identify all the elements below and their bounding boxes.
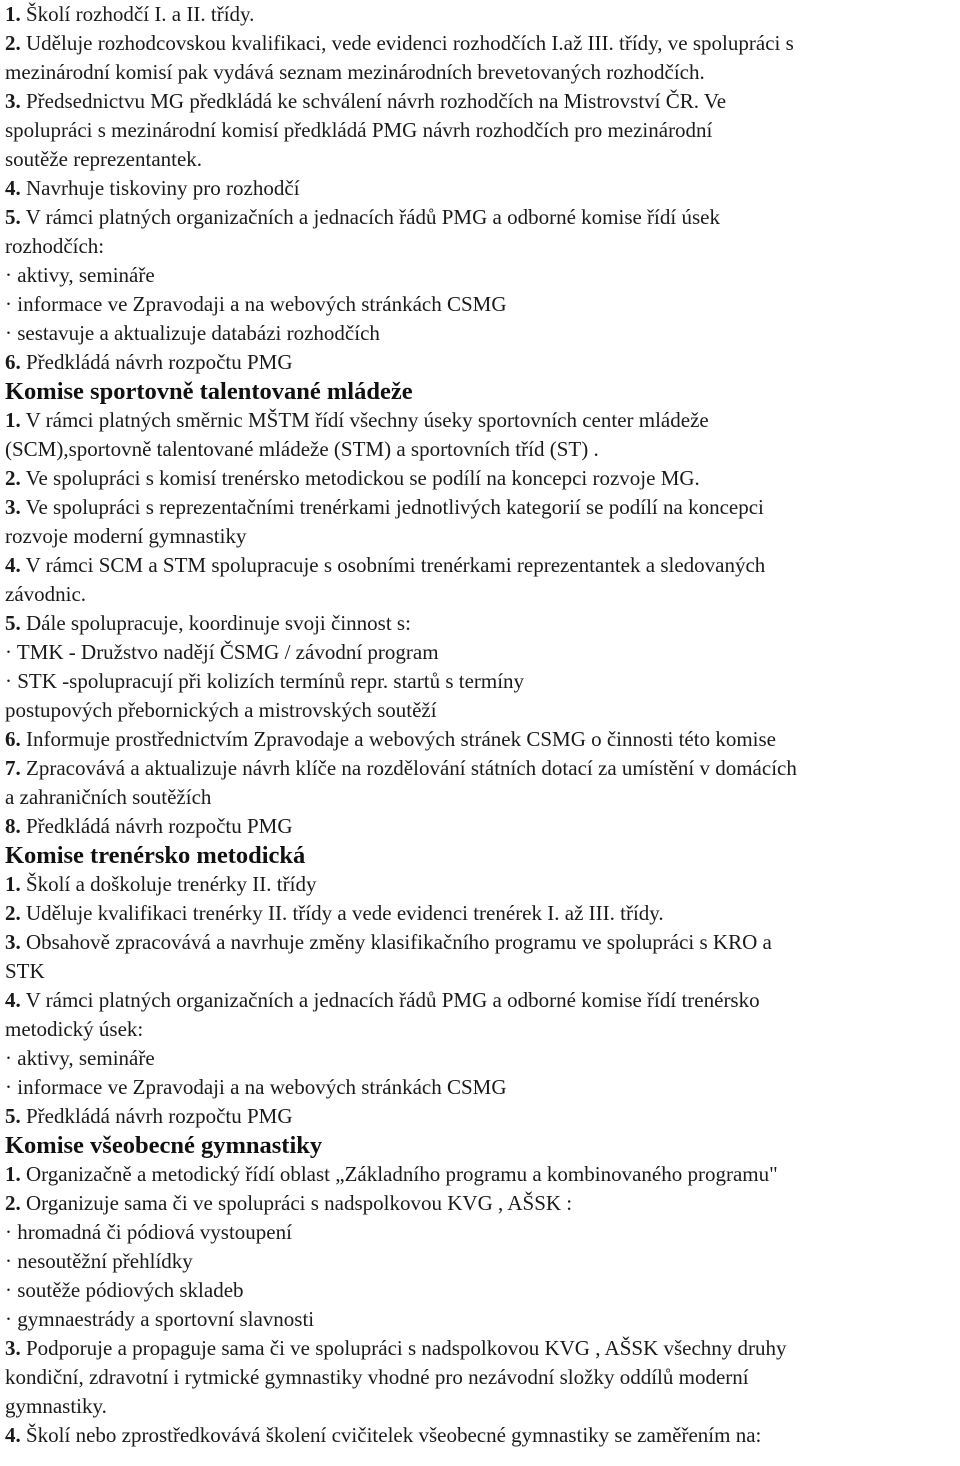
text-line [5, 1363, 960, 1392]
item-number: 3. [5, 89, 21, 113]
item-number: 2. [5, 901, 21, 925]
text-line [5, 319, 960, 348]
item-text: · informace ve Zpravodaji a na webových stránkách CSMG [5, 292, 507, 316]
item-text: rozhodčích: [5, 234, 105, 258]
text-line [5, 1102, 960, 1131]
text-line [5, 551, 960, 580]
item-number: 4. [5, 553, 21, 577]
text-line [5, 145, 960, 174]
item-text: Předsednictvu MG předkládá ke schválení návrh rozhodčích na Mistrovství ČR. Ve [20, 89, 727, 113]
item-number: 1. [5, 2, 21, 26]
item-number: 6. [5, 350, 21, 374]
item-number: 1. [5, 408, 21, 432]
text-line [5, 870, 960, 899]
item-text: postupových přebornických a mistrovských soutěží [5, 698, 437, 722]
item-text: Předkládá návrh rozpočtu PMG [20, 350, 293, 374]
text-line [5, 290, 960, 319]
item-number: 4. [5, 988, 21, 1012]
text-line [5, 174, 960, 203]
text-line [5, 1044, 960, 1073]
text-line [5, 1334, 960, 1363]
item-text: gymnastiky. [5, 1394, 107, 1418]
text-line [5, 1218, 960, 1247]
item-number: 1. [5, 872, 21, 896]
text-line [5, 696, 960, 725]
item-text: Navrhuje tiskoviny pro rozhodčí [20, 176, 300, 200]
item-number: 4. [5, 1423, 21, 1447]
item-text: V rámci platných organizačních a jednacích řádů PMG a odborné komise řídí trenérsko [20, 988, 760, 1012]
text-line [5, 783, 960, 812]
text-line [5, 261, 960, 290]
text-line [5, 116, 960, 145]
text-line [5, 1189, 960, 1218]
text-line [5, 580, 960, 609]
item-text: kondiční, zdravotní i rytmické gymnastiky vhodné pro nezávodní složky oddílů moderní [5, 1365, 749, 1389]
text-line [5, 87, 960, 116]
item-text: Školí nebo zprostředkovává školení cvičitelek všeobecné gymnastiky se zaměřením na: [20, 1423, 762, 1447]
item-number: 4. [5, 176, 21, 200]
item-text: Ve spolupráci s komisí trenérsko metodickou se podílí na koncepci rozvoje MG. [20, 466, 700, 490]
item-number: 1. [5, 1162, 21, 1186]
item-text: a zahraničních soutěžích [5, 785, 212, 809]
item-text: Uděluje rozhodcovskou kvalifikaci, vede evidenci rozhodčích I.až III. třídy, ve spolupráci s [20, 31, 794, 55]
text-line [5, 638, 960, 667]
item-number: 2. [5, 466, 21, 490]
text-line [5, 899, 960, 928]
item-text: · aktivy, semináře [5, 263, 155, 287]
item-text: rozvoje moderní gymnastiky [5, 524, 247, 548]
text-line [5, 29, 960, 58]
item-number: 8. [5, 814, 21, 838]
section-heading: Komise trenérsko metodická [5, 842, 306, 869]
item-text: · gymnaestrády a sportovní slavnosti [5, 1307, 315, 1331]
text-line [5, 203, 960, 232]
item-text: (SCM),sportovně talentované mládeže (STM) a sportovních tříd (ST) . [5, 437, 599, 461]
text-line [5, 406, 960, 435]
item-text: · TMK - Družstvo nadějí ČSMG / závodní program [5, 640, 439, 664]
item-text: Dále spolupracuje, koordinuje svoji činnost s: [20, 611, 411, 635]
item-number: 3. [5, 1336, 21, 1360]
item-text: STK [5, 959, 45, 983]
text-line [5, 348, 960, 377]
item-number: 5. [5, 611, 21, 635]
item-text: · soutěže pódiových skladeb [5, 1278, 244, 1302]
text-line [5, 1073, 960, 1102]
item-text: V rámci platných směrnic MŠTM řídí všechny úseky sportovních center mládeže [20, 408, 709, 432]
item-text: · aktivy, semináře [5, 1046, 155, 1070]
text-line [5, 667, 960, 696]
item-text: Ve spolupráci s reprezentačními trenérkami jednotlivých kategorií se podílí na koncepci [20, 495, 764, 519]
item-text: metodický úsek: [5, 1017, 144, 1041]
item-text: Organizačně a metodický řídí oblast „Základního programu a kombinovaného programu" [20, 1162, 778, 1186]
item-text: Organizuje sama či ve spolupráci s nadspolkovou KVG , AŠSK : [20, 1191, 573, 1215]
text-line [5, 812, 960, 841]
text-line [5, 928, 960, 957]
item-number: 3. [5, 930, 21, 954]
item-number: 6. [5, 727, 21, 751]
item-number: 3. [5, 495, 21, 519]
item-number: 5. [5, 205, 21, 229]
item-text: Zpracovává a aktualizuje návrh klíče na rozdělování státních dotací za umístění v domácích [20, 756, 797, 780]
item-text: V rámci platných organizačních a jednacích řádů PMG a odborné komise řídí úsek [20, 205, 720, 229]
text-line [5, 435, 960, 464]
item-text: Podporuje a propaguje sama či ve spolupráci s nadspolkovou KVG , AŠSK všechny druhy [20, 1336, 787, 1360]
item-text: Školí rozhodčí I. a II. třídy. [20, 2, 255, 26]
item-text: Obsahově zpracovává a navrhuje změny klasifikačního programu ve spolupráci s KRO a [20, 930, 772, 954]
text-line [5, 58, 960, 87]
text-line [5, 232, 960, 261]
text-line [5, 493, 960, 522]
item-text: · nesoutěžní přehlídky [5, 1249, 193, 1273]
item-number: 2. [5, 31, 21, 55]
text-line [5, 1421, 960, 1450]
text-line [5, 609, 960, 638]
item-text: · sestavuje a aktualizuje databázi rozhodčích [5, 321, 380, 345]
item-text: Informuje prostřednictvím Zpravodaje a webových stránek CSMG o činnosti této komise [20, 727, 777, 751]
text-line [5, 1305, 960, 1334]
text-line [5, 725, 960, 754]
text-line [5, 754, 960, 783]
item-text: · informace ve Zpravodaji a na webových stránkách CSMG [5, 1075, 507, 1099]
item-text: soutěže reprezentantek. [5, 147, 203, 171]
item-text: závodnic. [5, 582, 87, 606]
text-line [5, 1392, 960, 1421]
item-text: V rámci SCM a STM spolupracuje s osobními trenérkami reprezentantek a sledovaných [20, 553, 766, 577]
item-text: mezinárodní komisí pak vydává seznam mezinárodních brevetovaných rozhodčích. [5, 60, 705, 84]
item-number: 5. [5, 1104, 21, 1128]
text-line [5, 1160, 960, 1189]
text-line [5, 464, 960, 493]
item-text: · STK -spolupracují při kolizích termínů repr. startů s termíny [5, 669, 525, 693]
section-heading: Komise všeobecné gymnastiky [5, 1132, 323, 1159]
text-line [5, 957, 960, 986]
text-line [5, 0, 960, 29]
item-text: spolupráci s mezinárodní komisí předkládá PMG návrh rozhodčích pro mezinárodní [5, 118, 713, 142]
item-text: Uděluje kvalifikaci trenérky II. třídy a vede evidenci trenérek I. až III. třídy. [20, 901, 664, 925]
item-number: 2. [5, 1191, 21, 1215]
item-text: Předkládá návrh rozpočtu PMG [20, 814, 293, 838]
item-text: Předkládá návrh rozpočtu PMG [20, 1104, 293, 1128]
item-number: 7. [5, 756, 21, 780]
text-line [5, 1015, 960, 1044]
item-text: Školí a doškoluje trenérky II. třídy [20, 872, 317, 896]
text-line [5, 986, 960, 1015]
text-line [5, 522, 960, 551]
text-line [5, 1247, 960, 1276]
text-line [5, 1276, 960, 1305]
item-text: · hromadná či pódiová vystoupení [5, 1220, 292, 1244]
section-heading: Komise sportovně talentované mládeže [5, 378, 413, 405]
